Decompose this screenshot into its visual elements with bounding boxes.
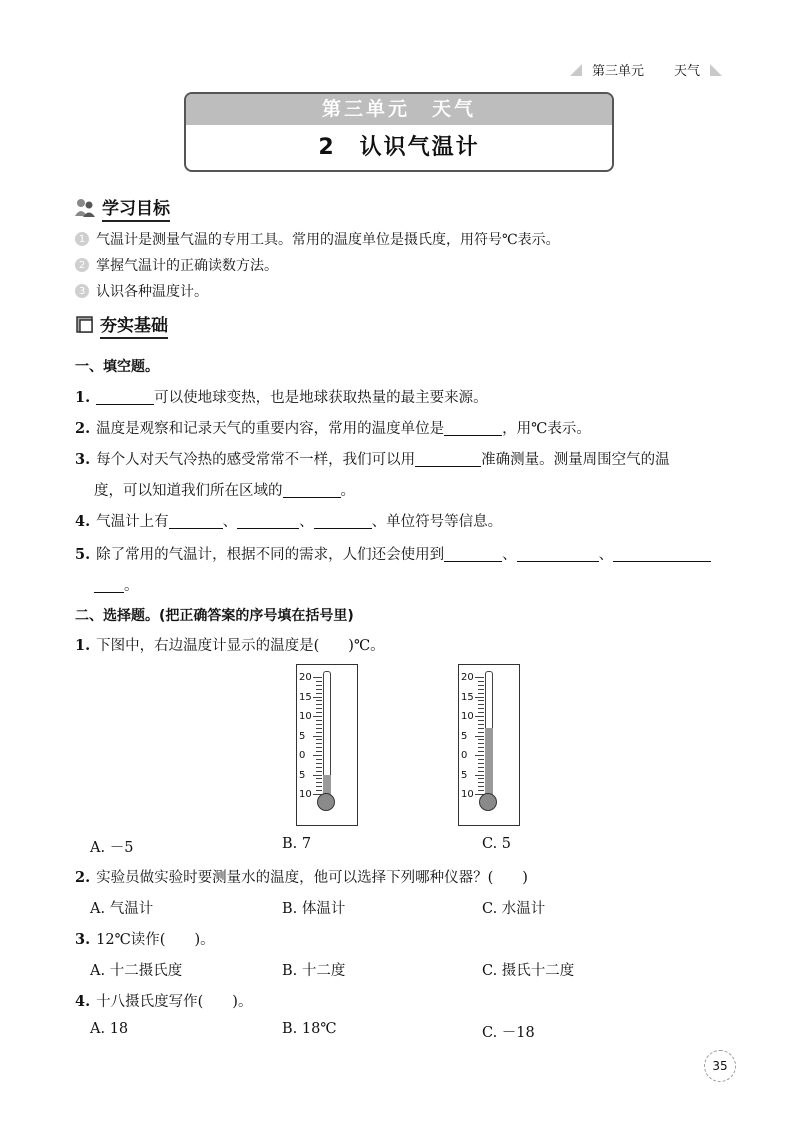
goal-text: 掌握气温计的正确读数方法。 <box>96 258 278 274</box>
scale-label: 5 <box>299 769 306 781</box>
option-b[interactable]: B. 十二度 <box>282 963 346 979</box>
fill-q4: 4. 气温计上有 、 、 、单位符号等信息。 <box>75 513 503 530</box>
scale-tick <box>316 724 322 725</box>
unit-title: 第三单元 天气 <box>186 94 612 125</box>
option-a[interactable]: A. 18 <box>90 1021 129 1037</box>
answer-blank[interactable] <box>314 514 372 530</box>
scale-tick <box>316 685 322 686</box>
scale-tick <box>478 689 484 690</box>
part2-heading: 二、选择题。(把正确答案的序号填在括号里) <box>75 608 354 624</box>
scale-tick <box>316 751 322 752</box>
scale-label: 20 <box>299 672 312 683</box>
scale-tick <box>478 700 484 701</box>
goal-item <box>75 281 208 301</box>
fill-q1 <box>75 386 488 407</box>
scale-tick <box>478 681 484 682</box>
question-number: 2. <box>75 869 91 886</box>
option-c[interactable]: C. 摄氏十二度 <box>482 963 575 979</box>
scale-tick <box>475 677 484 678</box>
page-number: 35 <box>704 1050 736 1082</box>
running-header <box>570 60 722 79</box>
goal-number: 3 <box>75 284 89 298</box>
question-text: 温度是观察和记录天气的重要内容，常用的温度单位是 <box>96 421 445 437</box>
thermometer-bulb <box>479 793 497 811</box>
question-text: 、单位符号等信息。 <box>371 514 503 530</box>
answer-blank[interactable] <box>96 390 154 406</box>
choice-q2 <box>75 866 528 887</box>
scale-tick <box>478 790 484 791</box>
scale-tick <box>478 720 484 721</box>
thermometer-bulb <box>317 793 335 811</box>
scale-label: 10 <box>299 789 312 800</box>
scale-tick <box>478 747 484 748</box>
scale-tick <box>316 782 322 783</box>
answer-blank[interactable] <box>169 514 223 530</box>
scale-tick <box>478 778 484 779</box>
option-b[interactable]: B. 18℃ <box>282 1021 337 1037</box>
answer-blank[interactable] <box>94 578 124 594</box>
scale-tick <box>478 693 484 694</box>
goals-label: 学习目标 <box>102 194 170 222</box>
scale-tick <box>475 716 484 717</box>
scale-tick <box>316 786 322 787</box>
scale-tick <box>316 739 322 740</box>
scale-tick <box>316 732 322 733</box>
scale-label: 20 <box>461 672 474 683</box>
scale-label: 10 <box>461 789 474 800</box>
scale-tick <box>316 712 322 713</box>
answer-blank[interactable] <box>415 452 481 468</box>
question-text: 除了常用的气温计，根据不同的需求，人们还会使用到 <box>96 547 445 563</box>
scale-tick <box>316 708 322 709</box>
basics-section-header <box>75 311 168 339</box>
scale-tick <box>475 736 484 737</box>
running-header-unit: 第三单元 <box>591 64 644 79</box>
answer-blank[interactable] <box>237 514 299 530</box>
question-number: 5. <box>75 546 91 563</box>
option-a[interactable]: A. 气温计 <box>90 901 154 917</box>
question-number: 1. <box>75 389 91 406</box>
scale-tick <box>475 697 484 698</box>
goal-item <box>75 229 560 249</box>
answer-blank[interactable] <box>517 547 599 563</box>
question-text: 每个人对天气冷热的感受常常不一样，我们可以用 <box>96 452 416 468</box>
scale-tick <box>316 767 322 768</box>
goal-text: 认识各种温度计。 <box>96 284 208 300</box>
choice-q3 <box>75 928 215 949</box>
scale-tick <box>316 747 322 748</box>
question-number: 2. <box>75 420 91 437</box>
question-text: 可以使地球变热，也是地球获取热量的最主要来源。 <box>154 390 488 406</box>
students-icon <box>75 198 97 218</box>
scale-tick <box>313 697 322 698</box>
book-icon <box>75 315 95 335</box>
question-text: 气温计上有 <box>96 514 169 530</box>
scale-tick <box>475 755 484 756</box>
scale-tick <box>316 763 322 764</box>
scale-tick <box>478 708 484 709</box>
scale-tick <box>313 775 322 776</box>
question-number: 3. <box>75 931 91 948</box>
question-text: 实验员做实验时要测量水的温度，他可以选择下列哪种仪器？( ) <box>96 870 528 886</box>
option-c[interactable]: C. 5 <box>482 836 512 852</box>
scale-label: 15 <box>461 691 474 703</box>
scale-label: 10 <box>299 711 312 722</box>
question-number: 1. <box>75 637 91 654</box>
scale-tick <box>478 782 484 783</box>
thermometer-left <box>296 664 358 826</box>
scale-tick <box>478 763 484 764</box>
answer-blank[interactable] <box>444 547 502 563</box>
scale-tick <box>478 767 484 768</box>
scale-tick <box>478 732 484 733</box>
scale-label: 15 <box>299 691 312 703</box>
option-c[interactable]: C. 水温计 <box>482 901 546 917</box>
scale-label: 5 <box>461 730 468 742</box>
scale-tick <box>478 704 484 705</box>
scale-tick <box>316 790 322 791</box>
triangle-right-icon <box>710 64 722 76</box>
goals-section-header <box>75 194 170 222</box>
goal-number: 1 <box>75 232 89 246</box>
option-a[interactable]: A. 十二摄氏度 <box>90 963 183 979</box>
option-b[interactable]: B. 7 <box>282 836 312 852</box>
goal-number: 2 <box>75 258 89 272</box>
scale-label: 10 <box>461 711 474 722</box>
scale-label: 0 <box>461 750 468 761</box>
choice-q1 <box>75 634 385 655</box>
question-text: ，用℃表示。 <box>502 421 591 437</box>
scale-tick <box>316 720 322 721</box>
choice-q4 <box>75 990 252 1011</box>
scale-tick <box>313 755 322 756</box>
scale-tick <box>478 751 484 752</box>
scale-tick <box>316 689 322 690</box>
thermometer-right <box>458 664 520 826</box>
fill-q3-cont <box>94 479 355 500</box>
title-box <box>184 92 614 172</box>
scale-tick <box>316 778 322 779</box>
lesson-title: 2 认识气温计 <box>318 135 480 160</box>
scale-tick <box>478 786 484 787</box>
scale-tick <box>313 677 322 678</box>
scale-tick <box>478 771 484 772</box>
option-c[interactable]: C. －18 <box>482 1025 535 1041</box>
scale-tick <box>478 724 484 725</box>
scale-tick <box>313 736 322 737</box>
scale-tick <box>478 759 484 760</box>
triangle-left-icon <box>570 64 582 76</box>
goal-item <box>75 255 278 275</box>
goal-text: 气温计是测量气温的专用工具。常用的温度单位是摄氏度，用符号℃表示。 <box>96 232 560 248</box>
part1-heading: 一、填空题。 <box>75 359 159 375</box>
scale-tick <box>478 743 484 744</box>
scale-tick <box>316 700 322 701</box>
scale-tick <box>316 743 322 744</box>
option-a[interactable]: A. －5 <box>90 840 134 856</box>
scale-tick <box>478 685 484 686</box>
fill-q2 <box>75 417 591 438</box>
scale-label: 0 <box>299 750 306 761</box>
scale-tick <box>478 712 484 713</box>
question-text: 。 <box>340 483 355 499</box>
answer-blank[interactable] <box>283 483 341 499</box>
question-number: 3. <box>75 451 91 468</box>
answer-blank[interactable] <box>613 547 711 563</box>
scale-label: 5 <box>299 730 306 742</box>
basics-label: 夯实基础 <box>100 311 168 339</box>
scale-tick <box>316 759 322 760</box>
fill-q3 <box>75 448 670 469</box>
option-b[interactable]: B. 体温计 <box>282 901 346 917</box>
scale-tick <box>313 716 322 717</box>
scale-label: 5 <box>461 769 468 781</box>
scale-tick <box>316 681 322 682</box>
fill-q5: 5. 除了常用的气温计，根据不同的需求，人们还会使用到 、 、 <box>75 543 711 564</box>
scale-tick <box>316 693 322 694</box>
answer-blank[interactable] <box>444 421 502 437</box>
question-text: 下图中，右边温度计显示的温度是( )℃。 <box>96 638 385 654</box>
question-text: 十八摄氏度写作( )。 <box>96 994 253 1010</box>
scale-tick <box>475 775 484 776</box>
question-text: 12℃读作( )。 <box>96 932 215 948</box>
scale-tick <box>316 704 322 705</box>
scale-tick <box>478 728 484 729</box>
question-text: 准确测量。测量周围空气的温 <box>481 452 670 468</box>
fill-q5-cont: 。 <box>94 574 139 595</box>
running-header-topic: 天气 <box>673 64 700 79</box>
mercury-column <box>485 728 493 799</box>
question-number: 4. <box>75 993 91 1010</box>
question-text: 度，可以知道我们所在区域的 <box>94 483 283 499</box>
question-number: 4. <box>75 513 91 530</box>
scale-tick <box>316 728 322 729</box>
scale-tick <box>316 771 322 772</box>
scale-tick <box>478 739 484 740</box>
